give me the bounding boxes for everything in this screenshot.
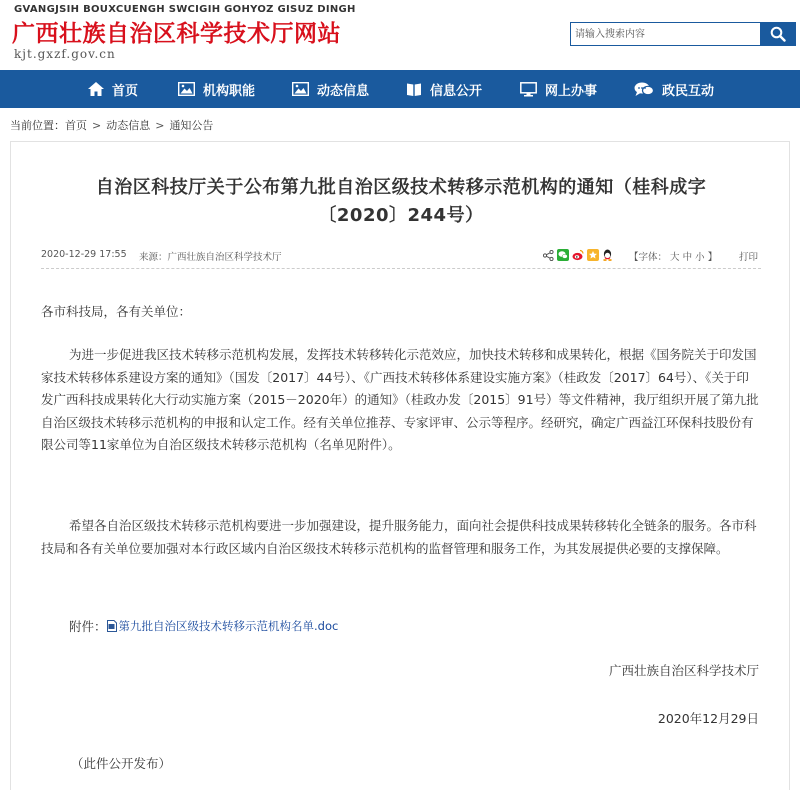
- nav-item-label: 政民互动: [662, 83, 715, 99]
- nav-item-online-service[interactable]: [520, 70, 597, 108]
- font-size-label-prefix: 【字体：: [629, 252, 668, 263]
- monitor-icon: [520, 82, 537, 97]
- attachment-link[interactable]: 第九批自治区级技术转移示范机构名单.doc: [118, 619, 339, 633]
- nav-item-interaction[interactable]: [634, 70, 714, 108]
- font-size-control: [629, 249, 717, 263]
- article-paragraph-2: 希望各自治区级技术转移示范机构要进一步加强建设，提升服务能力，面向社会提供科技成果转移转化全链条的服务。各市科技局和各有关单位要加强对本行政区域内自治区级技术转移示范机构的监督管理和服务工作，为其发展提供必要的支撑保障。: [41, 518, 757, 556]
- article-meta: [41, 249, 761, 265]
- chat-icon: [634, 82, 654, 97]
- font-size-medium[interactable]: 中: [682, 252, 693, 263]
- signature: 广西壮族自治区科学技术厅: [608, 663, 759, 678]
- print-button[interactable]: 打印: [739, 252, 759, 263]
- nav-item-home[interactable]: [88, 70, 138, 108]
- site-header: [0, 0, 800, 70]
- breadcrumb: [10, 117, 213, 133]
- nav-item-disclosure[interactable]: [406, 70, 482, 108]
- qzone-icon[interactable]: [587, 249, 599, 264]
- breadcrumb-notices[interactable]: 通知公告: [169, 119, 214, 132]
- font-size-label-suffix: 】: [707, 252, 718, 263]
- breadcrumb-news[interactable]: 动态信息: [106, 119, 151, 132]
- breadcrumb-separator: >: [92, 118, 102, 132]
- article-title-line1: 自治区科技厅关于公布第九批自治区级技术转移示范机构的通知（桂科成字: [95, 177, 707, 198]
- search-icon: [770, 26, 786, 42]
- breadcrumb-prefix: 当前位置：: [10, 119, 65, 132]
- font-size-large[interactable]: 大: [670, 252, 680, 263]
- salutation: 各市科技局，各有关单位：: [41, 304, 192, 319]
- meta-divider: [41, 268, 761, 269]
- site-url: kjt.gxzf.gov.cn: [14, 47, 116, 61]
- weibo-icon[interactable]: [572, 249, 584, 264]
- picture-icon: [178, 82, 195, 96]
- nav-item-label: 网上办事: [545, 83, 598, 99]
- search-button[interactable]: [760, 22, 796, 46]
- attachment: [69, 617, 338, 635]
- picture-icon: [292, 82, 309, 96]
- article-source: 来源：广西壮族自治区科学技术厅: [139, 252, 282, 263]
- article-paragraph-1: 为进一步促进我区技术转移示范机构发展，发挥技术转移转化示范效应，加快技术转移和成果转化，根据《国务院关于印发国家技术转移体系建设方案的通知》（国发〔2017〕44号）、《广西技术转移体系建设实施方案》（桂政发〔2017〕64号）、《关于印发广西科技成果转化大行动实施方案（2015－2020年）的通知》（桂政办发〔2015〕91号）等文件精神，我厅组织开展了第九批自治区级技术转移示范机构的申报和认定工作。经有关单位推荐、专家评审、公示等程序。经研究，确定广西益江环保科技股份有限公司等11家单位为自治区级技术转移示范机构（名单见附件）。: [41, 347, 759, 452]
- share-bar: [543, 249, 616, 264]
- doc-file-icon: [107, 620, 117, 632]
- font-size-small[interactable]: 小: [695, 252, 705, 263]
- nav-item-label: 动态信息: [317, 83, 370, 99]
- release-note: （此件公开发布）: [71, 756, 172, 771]
- signature-date: 2020年12月29日: [657, 711, 759, 726]
- share-icon[interactable]: [543, 250, 554, 264]
- book-icon: [406, 82, 422, 97]
- nav-item-organization[interactable]: [178, 70, 255, 108]
- home-icon: [88, 82, 104, 96]
- qq-icon[interactable]: [602, 249, 613, 264]
- main-nav: [0, 70, 800, 108]
- zhuang-site-name: GVANGJSIH BOUXCUENGH SWCIGIH GOHYOZ GISUZ DINGH: [14, 4, 356, 15]
- nav-item-label: 信息公开: [430, 83, 483, 99]
- wechat-icon[interactable]: [557, 249, 569, 264]
- search-box: [570, 22, 796, 46]
- attachment-label: 附件：: [69, 619, 107, 634]
- article-title: [41, 174, 761, 230]
- article-container: [10, 141, 790, 790]
- site-title[interactable]: 广西壮族自治区科学技术厅网站: [12, 21, 341, 47]
- search-input[interactable]: [570, 22, 760, 46]
- article-title-line2: 〔2020〕244号）: [318, 205, 484, 226]
- nav-item-news[interactable]: [292, 70, 369, 108]
- breadcrumb-home[interactable]: 首页: [65, 119, 87, 132]
- publish-date: 2020-12-29 17:55: [41, 249, 127, 260]
- nav-item-label: 机构职能: [203, 83, 256, 99]
- nav-item-label: 首页: [112, 83, 139, 99]
- breadcrumb-separator: >: [155, 118, 165, 132]
